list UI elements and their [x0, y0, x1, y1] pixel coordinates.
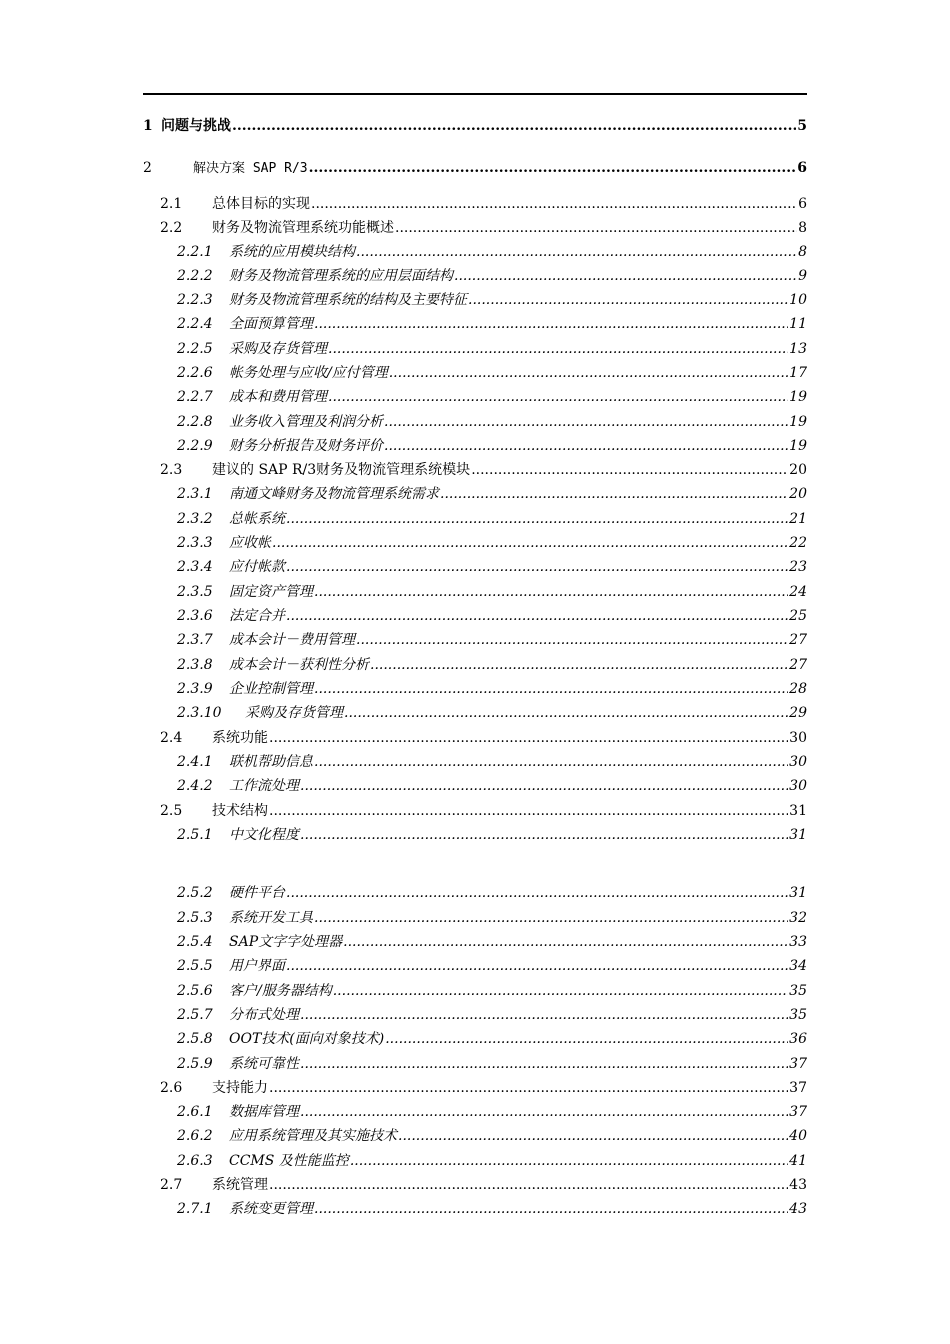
- toc-dot-leader: [314, 1198, 788, 1220]
- toc-dot-leader: [370, 654, 788, 676]
- toc-entry-number: 2.4.1: [177, 754, 213, 770]
- toc-entry-number: 2.2.9: [177, 438, 213, 454]
- toc-dot-leader: [314, 907, 788, 929]
- toc-entry-page-number: 33: [789, 934, 807, 950]
- toc-entry-page-number: 43: [789, 1201, 807, 1217]
- toc-entry-page-number: 25: [789, 608, 807, 624]
- toc-entry-title: SAP文字字处理器: [229, 934, 343, 950]
- toc-dot-leader: [300, 1101, 788, 1123]
- toc-entry-number: 2.5.1: [177, 827, 213, 843]
- toc-entry-page-number: 41: [789, 1153, 807, 1169]
- toc-entry-title: 财务及物流管理系统的结构及主要特征: [229, 292, 467, 308]
- toc-entry-page-number: 37: [789, 1056, 807, 1072]
- toc-dot-leader: [454, 265, 797, 287]
- toc-entry-title: 技术结构: [212, 803, 268, 819]
- toc-entry-title: 财务及物流管理系统功能概述: [212, 220, 394, 236]
- toc-entry-title: 用户界面: [229, 958, 285, 974]
- toc-entry-title: 系统开发工具: [229, 910, 313, 926]
- toc-entry[interactable]: [143, 435, 807, 457]
- toc-entry-page-number: 27: [789, 632, 807, 648]
- toc-entry[interactable]: [143, 581, 807, 603]
- toc-entry-number: 2.1: [160, 196, 183, 212]
- toc-entry[interactable]: [143, 362, 807, 384]
- toc-entry-title: 采购及存货管理: [245, 705, 343, 721]
- toc-entry[interactable]: [143, 1077, 807, 1099]
- toc-entry-page-number: 35: [789, 983, 807, 999]
- toc-dot-leader: [269, 1077, 788, 1099]
- toc-entry-title: 系统的应用模块结构: [229, 244, 355, 260]
- toc-entry[interactable]: [143, 483, 807, 505]
- toc-entry-number: 2.5.3: [177, 910, 213, 926]
- toc-dot-leader: [350, 1150, 788, 1172]
- toc-entry[interactable]: [143, 629, 807, 651]
- toc-entry-page-number: 11: [789, 316, 807, 332]
- toc-entry-title: 全面预算管理: [229, 316, 313, 332]
- toc-entry-number: 2.5.4: [177, 934, 213, 950]
- toc-entry-number: 2.5.7: [177, 1007, 213, 1023]
- toc-dot-leader: [314, 313, 788, 335]
- toc-entry[interactable]: [143, 605, 807, 627]
- toc-entry-number: 2: [143, 160, 152, 176]
- toc-entry-title: 数据库管理: [229, 1104, 299, 1120]
- toc-entry-number: 2.2.7: [177, 389, 213, 405]
- toc-entry-number: 2.7: [160, 1177, 183, 1193]
- toc-entry-page-number: 22: [789, 535, 807, 551]
- toc-entry-number: 2.3.2: [177, 511, 213, 527]
- toc-entry-page-number: 8: [798, 220, 807, 236]
- toc-entry[interactable]: [143, 411, 807, 433]
- toc-entry-title: 应付帐款: [229, 559, 285, 575]
- toc-dot-leader: [440, 483, 788, 505]
- toc-dot-leader: [269, 1174, 788, 1196]
- toc-entry-title: 联机帮助信息: [229, 754, 313, 770]
- toc-entry-number: 2.2.1: [177, 244, 213, 260]
- toc-entry[interactable]: [143, 1053, 807, 1075]
- toc-dot-leader: [272, 532, 788, 554]
- toc-dot-leader: [333, 980, 788, 1002]
- toc-entry-number: 2.5.6: [177, 983, 213, 999]
- toc-entry[interactable]: [143, 980, 807, 1002]
- toc-entry-number: 2.3.6: [177, 608, 213, 624]
- toc-entry-number: 2.3.9: [177, 681, 213, 697]
- toc-entry-page-number: 27: [789, 657, 807, 673]
- toc-entry-number: 2.4: [160, 730, 183, 746]
- toc-entry-number: 2.5.9: [177, 1056, 213, 1072]
- toc-entry-title: 系统功能: [212, 730, 268, 746]
- toc-entry-number: 2.5.8: [177, 1031, 213, 1047]
- toc-dot-leader: [269, 800, 788, 822]
- toc-entry[interactable]: [143, 1174, 807, 1196]
- toc-entry-number: 2.4.2: [177, 778, 213, 794]
- toc-entry[interactable]: [143, 338, 807, 360]
- toc-entry-title: 业务收入管理及利润分析: [229, 414, 383, 430]
- toc-entry-number: 2.2.4: [177, 316, 213, 332]
- toc-entry-number: 2.2: [160, 220, 183, 236]
- toc-entry-page-number: 19: [789, 438, 807, 454]
- toc-entry-page-number: 31: [789, 885, 807, 901]
- toc-dot-leader: [471, 459, 788, 481]
- toc-dot-leader: [395, 217, 797, 239]
- toc-entry-number: 2.3.1: [177, 486, 213, 502]
- toc-entry-page-number: 20: [789, 462, 807, 478]
- toc-entry-number: 2.3: [160, 462, 183, 478]
- toc-entry[interactable]: [143, 508, 807, 530]
- toc-dot-leader: [300, 1053, 788, 1075]
- toc-dot-leader: [328, 338, 788, 360]
- toc-entry-page-number: 37: [789, 1104, 807, 1120]
- toc-dot-leader: [398, 1125, 788, 1147]
- toc-entry[interactable]: [143, 1004, 807, 1026]
- toc-dot-leader: [389, 362, 788, 384]
- toc-entry-title: 采购及存货管理: [229, 341, 327, 357]
- toc-dot-leader: [286, 955, 788, 977]
- toc-entry-title: CCMS 及性能监控: [229, 1153, 349, 1169]
- toc-dot-leader: [286, 556, 788, 578]
- toc-entry-title: 系统变更管理: [229, 1201, 313, 1217]
- toc-entry[interactable]: [143, 217, 807, 239]
- toc-entry-title: 系统管理: [212, 1177, 268, 1193]
- toc-dot-leader: [344, 702, 788, 724]
- toc-entry-page-number: 36: [789, 1031, 807, 1047]
- toc-entry-title: 固定资产管理: [229, 584, 313, 600]
- toc-dot-leader: [384, 435, 788, 457]
- toc-entry-number: 2.2.5: [177, 341, 213, 357]
- toc-entry-page-number: 34: [789, 958, 807, 974]
- toc-entry-number: 2.3.4: [177, 559, 213, 575]
- toc-entry-number: 2.3.3: [177, 535, 213, 551]
- toc-entry[interactable]: [143, 1101, 807, 1123]
- toc-entry-page-number: 8: [798, 244, 807, 260]
- toc-entry-title: 财务分析报告及财务评价: [229, 438, 383, 454]
- toc-entry[interactable]: [143, 1125, 807, 1147]
- toc-entry-title: 总帐系统: [229, 511, 285, 527]
- toc-dot-leader: [300, 824, 788, 846]
- toc-entry-number: 2.6.3: [177, 1153, 213, 1169]
- toc-entry-title: 法定合并: [229, 608, 285, 624]
- toc-entry-title: 财务及物流管理系统的应用层面结构: [229, 268, 453, 284]
- toc-entry-number: 2.2.6: [177, 365, 213, 381]
- toc-entry-number: 2.2.8: [177, 414, 213, 430]
- toc-entry[interactable]: [143, 1150, 807, 1172]
- toc-dot-leader: [232, 115, 796, 137]
- toc-dot-leader: [384, 411, 788, 433]
- toc-entry[interactable]: [143, 955, 807, 977]
- toc-dot-leader: [286, 882, 788, 904]
- toc-dot-leader: [269, 727, 788, 749]
- toc-entry-title: 解决方案 SAP R/3: [193, 161, 308, 176]
- toc-entry[interactable]: [143, 289, 807, 311]
- toc-entry-page-number: 29: [789, 705, 807, 721]
- toc-entry-number: 2.5.2: [177, 885, 213, 901]
- toc-entry-number: 2.6: [160, 1080, 183, 1096]
- toc-dot-leader: [356, 629, 788, 651]
- toc-entry-page-number: 28: [789, 681, 807, 697]
- toc-entry[interactable]: [143, 824, 807, 846]
- toc-entry[interactable]: [143, 556, 807, 578]
- toc-entry[interactable]: [143, 532, 807, 554]
- toc-entry-title: 支持能力: [212, 1080, 268, 1096]
- toc-dot-leader: [328, 386, 788, 408]
- toc-entry-page-number: 19: [789, 414, 807, 430]
- toc-dot-leader: [314, 751, 788, 773]
- toc-dot-leader: [286, 605, 788, 627]
- toc-entry-number: 2.5: [160, 803, 183, 819]
- toc-dot-leader: [385, 1028, 788, 1050]
- toc-dot-leader: [311, 193, 797, 215]
- toc-entry-page-number: 6: [797, 160, 807, 176]
- toc-entry-number: 2.2.2: [177, 268, 213, 284]
- toc-entry-page-number: 6: [798, 196, 807, 212]
- toc-entry-page-number: 31: [789, 827, 807, 843]
- toc-entry-number: 2.7.1: [177, 1201, 213, 1217]
- toc-dot-leader: [468, 289, 788, 311]
- toc-entry[interactable]: [143, 882, 807, 904]
- toc-entry-title: OOT技术(面向对象技术): [229, 1031, 385, 1047]
- toc-entry-page-number: 13: [789, 341, 807, 357]
- toc-entry-title: 成本和费用管理: [229, 389, 327, 405]
- toc-entry-title: 企业控制管理: [229, 681, 313, 697]
- toc-entry[interactable]: [143, 800, 807, 822]
- toc-entry[interactable]: [143, 193, 807, 215]
- toc-entry-number: 2.2.3: [177, 292, 213, 308]
- toc-entry-page-number: 37: [789, 1080, 807, 1096]
- toc-entry-page-number: 30: [789, 754, 807, 770]
- toc-entry-page-number: 31: [789, 803, 807, 819]
- toc-entry-page-number: 10: [789, 292, 807, 308]
- toc-entry[interactable]: [143, 727, 807, 749]
- toc-entry[interactable]: [143, 678, 807, 700]
- toc-dot-leader: [300, 1004, 788, 1026]
- toc-dot-leader: [356, 241, 797, 263]
- toc-entry-title: 工作流处理: [229, 778, 299, 794]
- toc-entry-page-number: 17: [789, 365, 807, 381]
- toc-entry-page-number: 23: [789, 559, 807, 575]
- toc-dot-leader: [314, 678, 788, 700]
- toc-entry-number: 1: [143, 118, 153, 134]
- toc-entry[interactable]: [143, 115, 807, 137]
- toc-entry[interactable]: [143, 241, 807, 263]
- toc-entry-title: 总体目标的实现: [212, 196, 310, 212]
- toc-entry-number: 2.3.7: [177, 632, 213, 648]
- toc-entry-page-number: 40: [789, 1128, 807, 1144]
- toc-entry[interactable]: [143, 265, 807, 287]
- toc-dot-leader: [300, 775, 788, 797]
- toc-entry[interactable]: [143, 459, 807, 481]
- toc-entry-title: 分布式处理: [229, 1007, 299, 1023]
- toc-dot-leader: [309, 157, 797, 179]
- toc-entry-title: 建议的 SAP R/3财务及物流管理系统模块: [212, 462, 471, 478]
- toc-entry-number: 2.5.5: [177, 958, 213, 974]
- toc-entry[interactable]: [143, 386, 807, 408]
- toc-entry-page-number: 9: [798, 268, 807, 284]
- toc-entry-title: 硬件平台: [229, 885, 285, 901]
- toc-entry[interactable]: [143, 157, 807, 179]
- toc-entry-page-number: 19: [789, 389, 807, 405]
- toc-entry-title: 问题与挑战: [161, 118, 231, 134]
- toc-entry[interactable]: [143, 1028, 807, 1050]
- toc-entry-page-number: 20: [789, 486, 807, 502]
- toc-entry[interactable]: [143, 1198, 807, 1220]
- toc-entry-page-number: 35: [789, 1007, 807, 1023]
- toc-entry-title: 帐务处理与应收/应付管理: [229, 365, 388, 381]
- toc-entry-page-number: 30: [789, 778, 807, 794]
- toc-entry-number: 2.3.5: [177, 584, 213, 600]
- toc-entry[interactable]: [143, 654, 807, 676]
- toc-entry[interactable]: [143, 931, 807, 953]
- toc-entry-title: 南通文峰财务及物流管理系统需求: [229, 486, 439, 502]
- toc-dot-leader: [286, 508, 788, 530]
- toc-entry-page-number: 30: [789, 730, 807, 746]
- toc-entry-title: 中文化程度: [229, 827, 299, 843]
- toc-entry-title: 系统可靠性: [229, 1056, 299, 1072]
- toc-entry-page-number: 32: [789, 910, 807, 926]
- toc-entry-page-number: 5: [797, 118, 807, 134]
- toc-entry-title: 应用系统管理及其实施技术: [229, 1128, 397, 1144]
- toc-entry[interactable]: [143, 313, 807, 335]
- toc-entry[interactable]: [143, 702, 807, 724]
- toc-entry-title: 成本会计－费用管理: [229, 632, 355, 648]
- toc-dot-leader: [314, 581, 788, 603]
- toc-entry[interactable]: [143, 907, 807, 929]
- toc-entry-page-number: 21: [789, 511, 807, 527]
- toc-entry[interactable]: [143, 775, 807, 797]
- toc-entry-page-number: 43: [789, 1177, 807, 1193]
- toc-entry-number: 2.3.10: [177, 705, 222, 721]
- toc-entry-title: 成本会计－获利性分析: [229, 657, 369, 673]
- toc-entry[interactable]: [143, 751, 807, 773]
- toc-entry-title: 应收帐: [229, 535, 271, 551]
- toc-entry-number: 2.6.2: [177, 1128, 213, 1144]
- header-rule: [143, 93, 807, 95]
- toc-entry-title: 客户/服务器结构: [229, 983, 332, 999]
- toc-entry-number: 2.6.1: [177, 1104, 213, 1120]
- toc-entry-number: 2.3.8: [177, 657, 213, 673]
- toc-entry-page-number: 24: [789, 584, 807, 600]
- toc-dot-leader: [343, 931, 788, 953]
